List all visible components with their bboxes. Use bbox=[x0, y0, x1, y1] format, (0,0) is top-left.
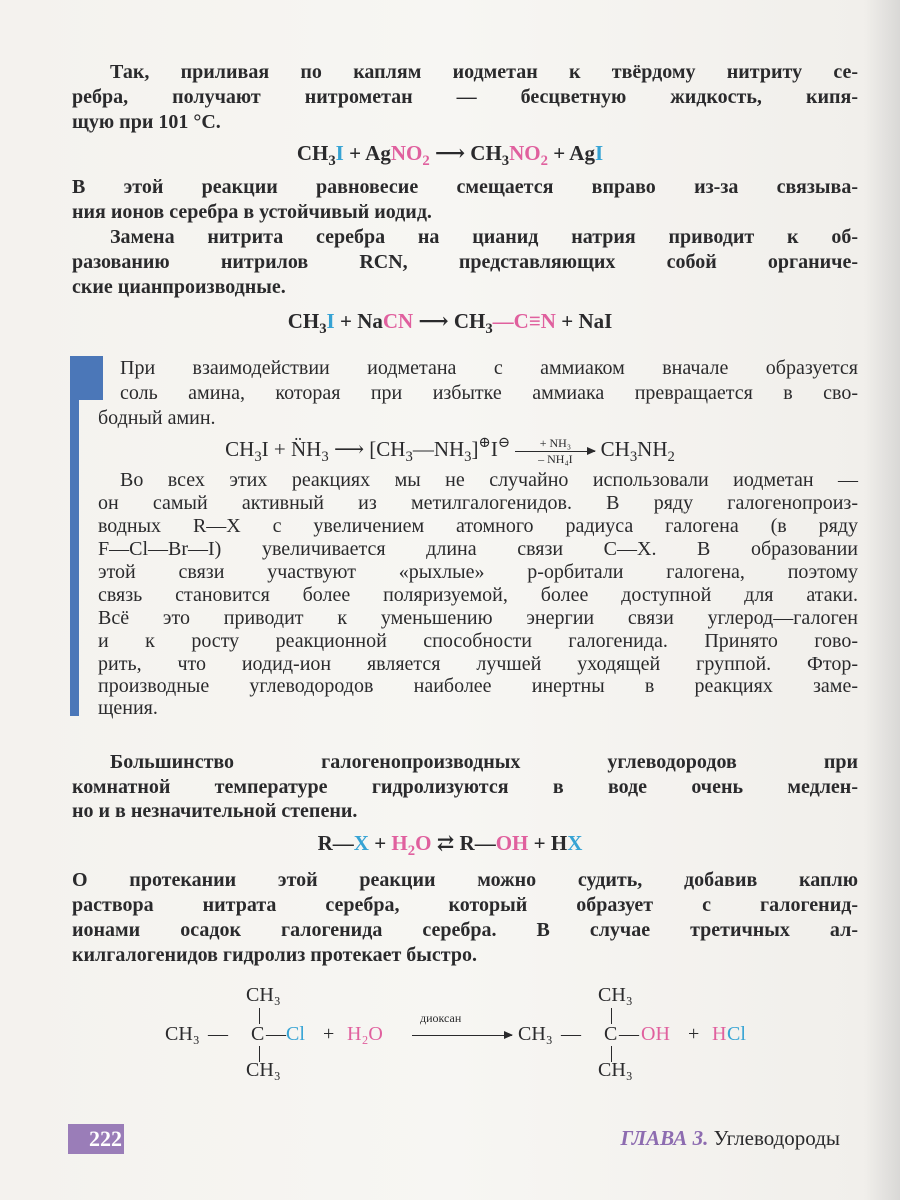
equation-methylamine bbox=[0, 436, 900, 466]
formula-part: 3 bbox=[254, 449, 262, 465]
hcl-h: H bbox=[712, 1023, 727, 1045]
solvent-label: диоксан bbox=[420, 1011, 462, 1025]
note-line: рить, что иодид-ион является лучшей уходящей группой. Фтор- bbox=[98, 653, 858, 675]
note-line: этой связи участвуют «рыхлые» p-орбитали галогена, поэтому bbox=[98, 561, 858, 583]
formula-part: ⟶ CH bbox=[429, 141, 502, 165]
formula-part: X bbox=[567, 831, 583, 855]
ch3-top-left: CH₃ bbox=[246, 984, 281, 1006]
bond: — bbox=[266, 1023, 286, 1045]
formula-part: OH bbox=[495, 831, 529, 855]
formula-part: NO bbox=[509, 141, 541, 165]
paragraph-line: В этой реакции равновесие смещается вправо из-за связыва- bbox=[72, 176, 858, 198]
formula-part: 2 bbox=[540, 153, 548, 169]
formula-part: + Ag bbox=[343, 141, 391, 165]
note-line: соль амина, которая при избытке аммиака превращается в сво- bbox=[120, 382, 858, 404]
note-line: связь становится более поляризуемой, более доступной для атаки. bbox=[98, 584, 858, 606]
formula-part: CH bbox=[287, 309, 320, 333]
formula-part: CN bbox=[382, 309, 414, 333]
formula-part: ⊕ bbox=[478, 435, 491, 451]
formula-part: 2 bbox=[422, 153, 430, 169]
formula-part: + H bbox=[528, 831, 568, 855]
hydroxyl: OH bbox=[641, 1023, 670, 1045]
paragraph-line: ния ионов серебра в устойчивый иодид. bbox=[72, 201, 432, 223]
note-line: При взаимодействии иодметана с аммиаком вначале образуется bbox=[120, 357, 858, 379]
ch3-bottom-left: CH₃ bbox=[246, 1059, 281, 1081]
formula-part: CH bbox=[296, 141, 329, 165]
bond: — bbox=[208, 1023, 228, 1045]
ch3-left: CH₃ bbox=[165, 1023, 200, 1045]
formula-part: NO bbox=[390, 141, 423, 165]
formula-part: I bbox=[326, 309, 335, 333]
formula-part: CH bbox=[225, 437, 255, 461]
paragraph-line: ские цианпроизводные. bbox=[72, 276, 286, 298]
note-line: он самый активный из метилгалогенидов. В ряду галогенопроиз- bbox=[98, 492, 858, 514]
note-line: F—Cl—Br—I) увеличивается длина связи C—X. В образовании bbox=[98, 538, 858, 560]
plus: + bbox=[688, 1023, 700, 1045]
formula-part: 3 bbox=[464, 449, 472, 465]
formula-part: ] bbox=[471, 437, 479, 461]
ch3-bottom-right: CH₃ bbox=[598, 1059, 633, 1081]
formula-part: I + N̈H bbox=[261, 437, 322, 461]
formula-part: ⊖ bbox=[497, 435, 511, 451]
paragraph-line: ребра, получают нитрометан — бесцветную жидкость, кипя- bbox=[72, 86, 858, 108]
plus: + bbox=[323, 1023, 335, 1045]
paragraph-line: комнатной температуре гидролизуются в воде очень медлен- bbox=[72, 776, 858, 798]
arrow-reagent-bottom: – NH₄I bbox=[538, 451, 573, 466]
note-line: щения. bbox=[98, 697, 158, 719]
note-line: производные углеводородов наиболее инертны в реакциях заме- bbox=[98, 675, 858, 697]
carbon-left: C bbox=[251, 1023, 265, 1045]
arrow-reagent-top: + NH₃ bbox=[539, 435, 572, 450]
formula-part: 2 bbox=[667, 449, 675, 465]
paragraph-line: О протекании этой реакции можно судить, добавив каплю bbox=[72, 869, 858, 891]
formula-part: + Na bbox=[334, 309, 383, 333]
paragraph-line: Большинство галогенопроизводных углеводородов при bbox=[110, 751, 858, 773]
water: H₂O bbox=[347, 1023, 383, 1045]
formula-part: 3 bbox=[485, 321, 493, 337]
note-line: Всё это приводит к уменьшению энергии связи углерод—галоген bbox=[98, 607, 858, 629]
formula-part: NH bbox=[637, 437, 668, 461]
bond: — bbox=[561, 1023, 581, 1045]
ch3-top-right: CH₃ bbox=[598, 984, 633, 1006]
paragraph-line: но и в незначительной степени. bbox=[72, 800, 358, 822]
formula-part: R— bbox=[317, 831, 354, 855]
note-line: и к росту реакционной способности галогенида. Принято гово- bbox=[98, 630, 858, 652]
formula-part: + NaI bbox=[555, 309, 613, 333]
paragraph-line: Замена нитрита серебра на цианид натрия приводит к об- bbox=[110, 226, 858, 248]
formula-part: ⇄ R— bbox=[431, 831, 496, 855]
sidebar-accent-block bbox=[70, 356, 103, 400]
formula-part: + bbox=[368, 831, 392, 855]
paragraph-line: Так, приливая по каплям иодметан к твёрдому нитриту се- bbox=[110, 61, 858, 83]
formula-part: 3 bbox=[629, 449, 638, 465]
formula-part: 3 bbox=[319, 321, 327, 337]
note-line: водных R—X с увеличением атомного радиуса галогена (в ряду bbox=[98, 515, 858, 537]
hcl-cl: Cl bbox=[727, 1023, 746, 1045]
formula-part: + Ag bbox=[547, 141, 595, 165]
running-header bbox=[620, 1126, 840, 1151]
paragraph-line: разованию нитрилов RCN, представляющих собой органиче- bbox=[72, 251, 858, 273]
bond: — bbox=[619, 1023, 639, 1045]
formula-part: 2 bbox=[407, 843, 416, 859]
formula-part: —NH bbox=[412, 437, 465, 461]
formula-part: 3 bbox=[328, 153, 336, 169]
chapter-title: Углеводороды bbox=[713, 1126, 840, 1150]
equation-nitrile bbox=[0, 308, 900, 337]
formula-part: H bbox=[391, 831, 408, 855]
note-line: бодный амин. bbox=[98, 407, 216, 429]
formula-part: O bbox=[415, 831, 432, 855]
formula-part: 3 bbox=[321, 449, 329, 465]
paragraph-line: ионами осадок галогенида серебра. В случае третичных ал- bbox=[72, 919, 858, 941]
chlorine: Cl bbox=[286, 1023, 305, 1045]
formula-part: X bbox=[353, 831, 369, 855]
formula-part: I bbox=[335, 141, 344, 165]
formula-part: —C≡N bbox=[492, 309, 556, 333]
paragraph-line: килгалогенидов гидролиз протекает быстро. bbox=[72, 944, 477, 966]
formula-part: CH bbox=[595, 437, 630, 461]
ch3-right: CH₃ bbox=[518, 1023, 553, 1045]
formula-part: ⟶ CH bbox=[413, 309, 486, 333]
sidebar-accent-bar bbox=[70, 356, 79, 716]
reaction-arrow bbox=[515, 437, 595, 466]
reaction-arrow bbox=[412, 1034, 512, 1037]
formula-part: I bbox=[594, 141, 604, 165]
note-line: Во всех этих реакциях мы не случайно использовали иодметан — bbox=[120, 469, 858, 491]
formula-part: 3 bbox=[405, 449, 413, 465]
page-number: 222 bbox=[68, 1124, 124, 1154]
equation-hydrolysis bbox=[0, 830, 900, 859]
chapter-label: ГЛАВА 3. bbox=[620, 1126, 709, 1150]
formula-part: I bbox=[490, 437, 498, 461]
paragraph-line: раствора нитрата серебра, который образует с галогенид- bbox=[72, 894, 858, 916]
carbon-right: C bbox=[604, 1023, 618, 1045]
equation-nitromethane bbox=[0, 140, 900, 169]
formula-part: 3 bbox=[501, 153, 510, 169]
paragraph-line: щую при 101 °C. bbox=[72, 111, 221, 133]
formula-part: ⟶ [CH bbox=[328, 437, 406, 461]
